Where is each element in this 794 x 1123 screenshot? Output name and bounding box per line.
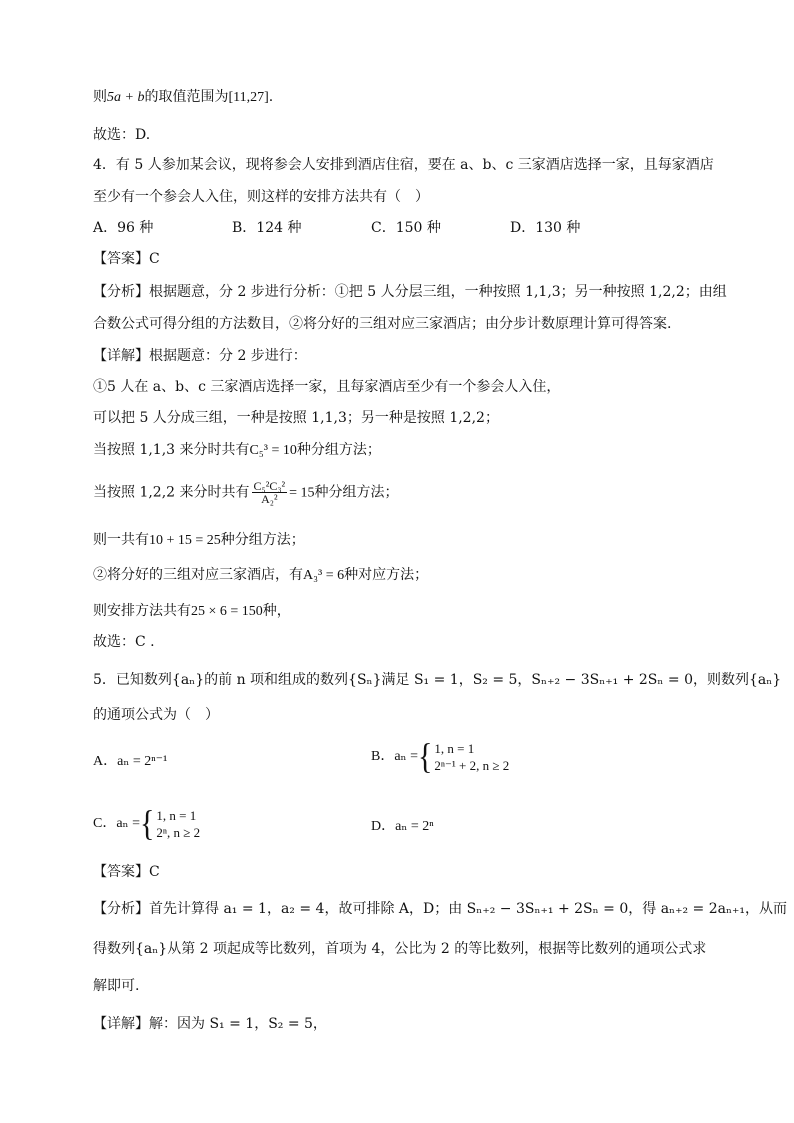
- text: 当按照 1,2,2 来分时共有: [93, 484, 250, 501]
- analysis-tag: 【分析】: [93, 284, 149, 300]
- math-expr: 25 × 6 = 150: [191, 604, 263, 619]
- piecewise-cases: [434, 740, 509, 774]
- case-2: 2ⁿ⁻¹ + 2, n ≥ 2: [434, 758, 510, 773]
- q5-choice-a: A．aₙ = 2ⁿ⁻¹: [93, 754, 168, 769]
- piecewise-cases: [156, 807, 200, 841]
- q5-analysis-line-3: 解即可.: [93, 978, 140, 994]
- text: 种分组方法；: [220, 532, 305, 548]
- text: 种分组方法；: [314, 484, 399, 501]
- text: 则: [93, 89, 107, 105]
- fraction-denominator: A₂²: [261, 492, 278, 506]
- q5-choice-b: [371, 736, 510, 777]
- choice-label: B．aₙ =: [371, 749, 419, 765]
- text: 的取值范围为: [144, 89, 229, 105]
- answer-value: C: [149, 251, 160, 267]
- case-1: 1, n = 1: [434, 741, 475, 756]
- answer-tag: 【答案】: [93, 251, 149, 267]
- range-result-line: [93, 87, 273, 108]
- text: 则一共有: [93, 532, 149, 548]
- text: 种对应方法；: [344, 567, 429, 583]
- answer-tag: 【答案】: [93, 864, 149, 880]
- q4-choice-a: A．96 种: [93, 220, 154, 236]
- q5-stem-line-2: 的通项公式为（ ）: [93, 707, 219, 723]
- q4-select-line: 故选：C .: [93, 634, 155, 650]
- q5-analysis-line-2: 得数列{aₙ}从第 2 项起成等比数列，首项为 4，公比为 2 的等比数列，根据等比数列的通项公式求: [93, 941, 707, 957]
- q4-choice-b: B．124 种: [232, 220, 302, 236]
- math-expr: [11,27]: [228, 90, 269, 105]
- analysis-tag: 【分析】: [93, 901, 149, 917]
- q4-detail-line-8: [93, 601, 291, 622]
- text: ②将分好的三组对应三家酒店，有: [93, 567, 303, 583]
- q4-detail-line-7: [93, 565, 428, 586]
- text: 则安排方法共有: [93, 603, 191, 619]
- q4-choice-c: C．150 种: [371, 220, 441, 236]
- q4-detail-line-6: [93, 530, 305, 551]
- math-expr: C₅³ = 10: [249, 443, 297, 458]
- q4-analysis-line-1: [93, 282, 727, 302]
- case-1: 1, n = 1: [156, 808, 197, 823]
- q4-stem-line-1: 4．有 5 人参加某会议，现将参会人安排到酒店住宿，要在 a、b、c 三家酒店选择一家，且每家酒店: [93, 157, 714, 173]
- q4-choice-d: D．130 种: [510, 220, 581, 236]
- q4-detail-line-2: ①5 人在 a、b、c 三家酒店选择一家，且每家酒店至少有一个参会人入住，: [93, 379, 561, 395]
- q5-detail-line-1: [93, 1014, 327, 1034]
- detail-tag: 【详解】: [93, 1016, 149, 1032]
- q4-analysis-line-2: 合数公式可得分组的方法数目，②将分好的三组对应三家酒店；由分步计数原理计算可得答案.: [93, 316, 672, 332]
- text: 种分组方法；: [296, 442, 381, 458]
- left-brace-icon: {: [140, 803, 155, 844]
- text: .: [268, 89, 274, 105]
- text: 根据题意，分 2 步进行分析：①把 5 人分层三组，一种按照 1,1,3；另一种按照 1,2,2；由组: [149, 284, 727, 300]
- answer-value: C: [149, 864, 160, 880]
- text: 当按照 1,1,3 来分时共有: [93, 442, 250, 458]
- q5-stem-line-1: 5．已知数列{aₙ}的前 n 项和组成的数列{Sₙ}满足 S₁ = 1，S₂ = 5，Sₙ₊₂ − 3Sₙ₊₁ + 2Sₙ = 0，则数列{aₙ}: [93, 672, 782, 688]
- fraction: [252, 480, 288, 505]
- math-expr: A₃³ = 6: [303, 568, 345, 583]
- left-brace-icon: {: [418, 736, 433, 777]
- q5-choice-c: [93, 803, 201, 844]
- choice-label: C．aₙ =: [93, 816, 141, 832]
- q4-answer-line: [93, 249, 160, 269]
- q4-detail-line-5: [93, 480, 399, 505]
- math-expr: 5a + b: [107, 90, 145, 105]
- text: 根据题意：分 2 步进行：: [149, 348, 307, 364]
- q4-stem-line-2: 至少有一个参会人入住，则这样的安排方法共有（ ）: [93, 189, 429, 205]
- math-expr: 10 + 15 = 25: [149, 533, 221, 548]
- text: 解：因为 S₁ = 1，S₂ = 5，: [149, 1016, 327, 1032]
- q5-answer-line: [93, 862, 160, 882]
- q4-detail-line-1: [93, 346, 307, 366]
- q5-analysis-line-1: [93, 899, 787, 919]
- q4-detail-line-4: [93, 440, 381, 461]
- select-d-line: 故选：D.: [93, 127, 151, 143]
- fraction-numerator: C₅²C₃²: [253, 479, 286, 493]
- case-2: 2ⁿ, n ≥ 2: [156, 825, 201, 840]
- text: 种，: [262, 603, 291, 619]
- detail-tag: 【详解】: [93, 348, 149, 364]
- text: 首先计算得 a₁ = 1，a₂ = 4，故可排除 A，D；由 Sₙ₊₂ − 3Sₙ₊₁ + 2Sₙ = 0，得 aₙ₊₂ = 2aₙ₊₁，从而: [149, 901, 788, 917]
- math-expr: = 15: [289, 485, 315, 501]
- q4-detail-line-3: 可以把 5 人分成三组，一种是按照 1,1,3；另一种是按照 1,2,2；: [93, 410, 499, 426]
- q5-choice-d: D．aₙ = 2ⁿ: [371, 819, 434, 834]
